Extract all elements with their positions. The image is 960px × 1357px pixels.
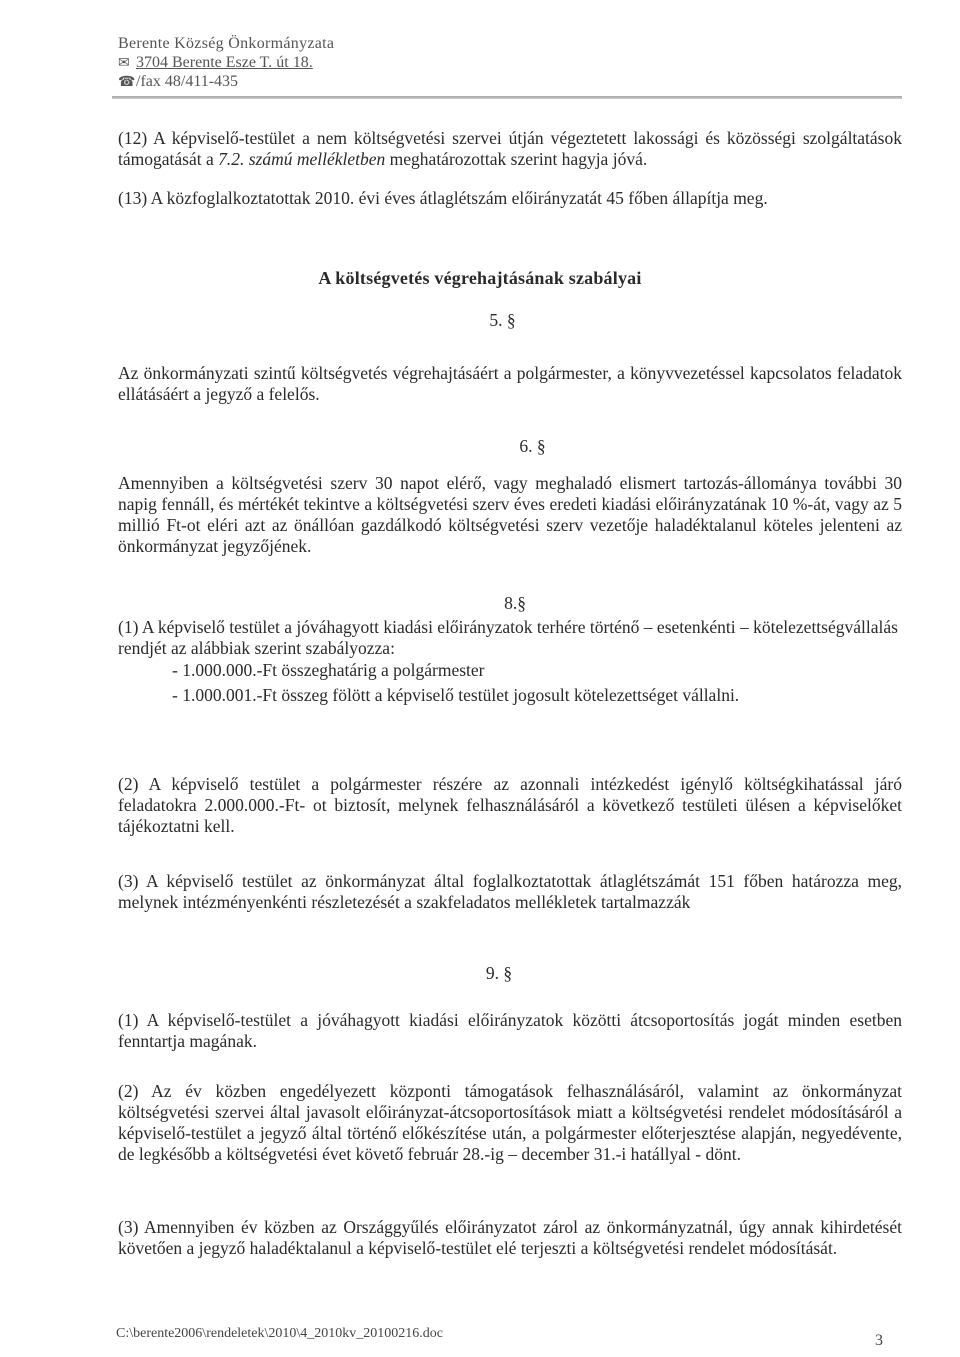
section-6-text: Amennyiben a költségvetési szerv 30 napot elérő, vagy meghaladó elismert tartozás-állománya további 30 napig fennáll, és mértékét tekintve a költségvetési szerv éves eredeti kiadási előirányzatának 10 %-át, vagy az 5 millió Ft-ot eléri azt az önállóan gazdálkodó költségvetési szerv vezetője haladéktalanul köteles jelenteni az önkormányzat jegyzőjének. [118,473,902,556]
p12-reference: 7.2. számú mellékletben [218,149,386,169]
section-8-number: 8.§ [504,593,526,613]
header-org-name: Berente Község Önkormányzata [118,35,335,52]
section-8-p2: (2) A képviselő testület a polgármester részére az azonnali intézkedést igénylő költségkihatással járó feladatokra 2.000.000.-Ft- ot biztosít, melynek felhasználásáról a következő testületi ülésen a képviselőket tájékoztatni kell. [118,774,902,836]
section-9-p3: (3) Amennyiben év közben az Országgyűlés előirányzatot zárol az önkormányzatnál, úgy annak kihirdetését követően a jegyző haladéktalanul a képviselő-testület elé terjeszti a költségvetési rendelet módosítását. [118,1217,902,1258]
header-rule [112,96,902,99]
list-item: - 1.000.000.-Ft összeghatárig a polgármester [172,660,485,680]
envelope-icon: ✉ [118,56,130,71]
header-phone-text: /fax 48/411-435 [136,73,239,90]
section-9-p2: (2) Az év közben engedélyezett központi támogatások felhasználásáról, valamint az önkormányzat költségvetési szervei által javasolt előirányzat-átcsoportosítások miatt a költségvetési rendelet módosításáról a képviselő-testület a jegyző által történő előkészítése után, a polgármester előterjesztése alapján, negyedévente, de legkésőbb a költségvetési évet követő február 28.-ig – december 31.-i hatállyal - dönt. [118,1081,902,1164]
list-item: - 1.000.001.-Ft összeg fölött a képviselő testület jogosult kötelezettséget vállalni. [172,685,740,705]
header-phone [118,72,238,92]
section-9-p1: (1) A képviselő-testület a jóváhagyott kiadási előirányzatok közötti átcsoportosítás jogát minden esetben fenntartja magának. [118,1010,902,1051]
header-address-text: 3704 Berente Esze T. út 18. [136,54,313,71]
phone-icon: ☎ [118,75,136,90]
section-8-p1: (1) A képviselő testület a jóváhagyott kiadási előirányzatok terhére történő – esetenkénti – kötelezettségvállalás rendjét az alábbiak szerint szabályozza: [118,617,898,658]
footer-file-path: C:\berente2006\rendeletek\2010\4_2010kv_20100216.doc [116,1326,443,1341]
section-5-text: Az önkormányzati szintű költségvetés végrehajtásáért a polgármester, a könyvvezetéssel kapcsolatos feladatok ellátásáért a jegyző a felelős. [118,363,902,404]
page-number: 3 [875,1332,883,1349]
header-address [118,53,313,73]
p12-before: (12) A képviselő-testület a nem költségvetési szervei útján végeztetett lakossági és közösségi szolgáltatások támogatását a [118,128,902,169]
section-6-number: 6. § [519,436,546,456]
section-5-number: 5. § [489,310,516,330]
paragraph-12 [118,128,902,170]
paragraph-13: (13) A közfoglalkoztatottak 2010. évi éves átlaglétszám előirányzatát 45 főben állapítja meg. [118,188,768,208]
p12-after: meghatározottak szerint hagyja jóvá. [385,149,648,169]
section-8-p3: (3) A képviselő testület az önkormányzat által foglalkoztatottak átlaglétszámát 151 főben határozza meg, melynek intézményenkénti részletezését a szakfeladatos mellékletek tartalmazzák [118,871,902,912]
section-9-number: 9. § [485,963,513,983]
section-title: A költségvetés végrehajtásának szabályai [318,268,642,288]
